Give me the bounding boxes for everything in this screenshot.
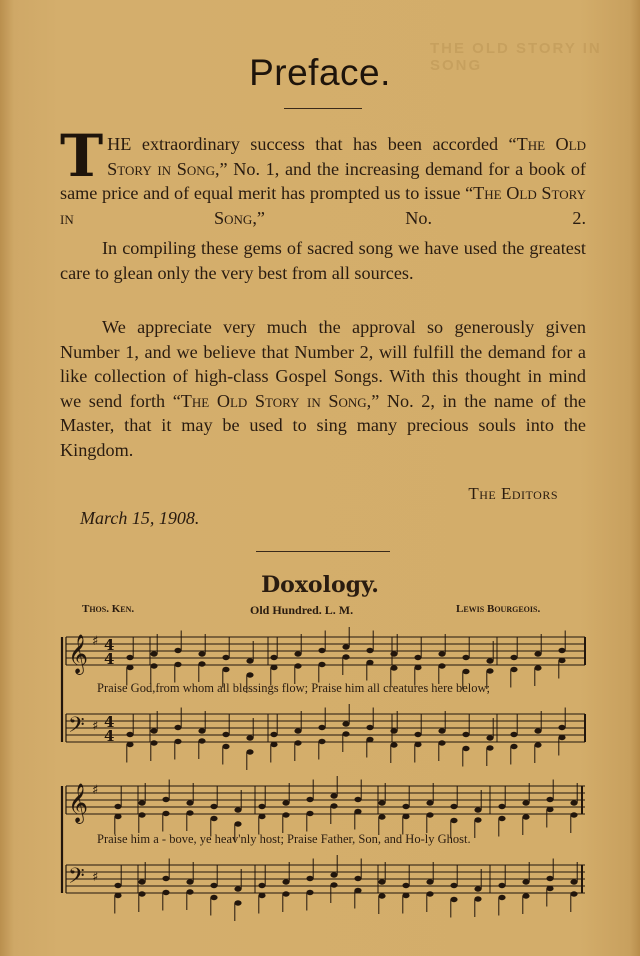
svg-text:𝄢: 𝄢 [68,864,85,894]
svg-text:𝄢: 𝄢 [68,713,85,743]
svg-text:♯: ♯ [92,634,99,649]
drop-cap: T [60,122,104,190]
editors-signoff: The Editors [468,484,558,503]
book-title-ref-2: The Old Story in Song [60,183,586,228]
preface-paragraph-2: In compiling these gems of sacred song we have used the greatest care to glean only the very best from all sources. [60,238,586,283]
book-title-ref-3: The Old Story in Song [180,390,367,411]
svg-text:𝄞: 𝄞 [68,783,89,823]
book-title-ref-1: The Old Story in Song [107,134,586,179]
svg-text:4: 4 [104,636,115,654]
words-credit: Thos. Ken. [82,603,135,615]
svg-text:4: 4 [104,713,115,731]
hymn-title: Doxology. [261,572,379,598]
tune-credit: Old Hundred. L. M. [250,603,354,617]
svg-text:𝄞: 𝄞 [68,634,89,674]
lyric-line-1: Praise God,from whom all blessings flow; Praise him all creatures here below; [97,681,490,695]
p3-text-a: We appreciate very much the approval so generously given Number 1, and we believe that Number 2, will fulfill the demand for a like collection of high-class Gospel Songs. With this thought in mind we send forth “ [60,317,586,411]
preface-date: March 15, 1908. [80,508,200,528]
lyric-line-2: Praise him a - bove, ye heav'nly host; Praise Father, Son, and Ho-ly Ghost. [97,832,471,846]
svg-text:4: 4 [104,650,115,668]
p1-text-e: ,” No. 2. [252,207,586,228]
page-title: Preface. [249,52,391,93]
svg-text:♯: ♯ [92,783,99,798]
p1-text-c: ,” No. 1, and the increasing demand for a book of same price and of equal merit has prompted us to issue “ [60,158,586,203]
svg-text:4: 4 [104,727,115,745]
svg-text:♯: ♯ [92,719,99,734]
bleed-through-header: THE OLD STORY IN SONG [430,40,602,74]
music-credit: Lewis Bourgeois. [456,603,541,615]
p3-text-c: ,” No. 2, in the name of the Master, that it may be used to sing many precious souls into the Kingdom. [60,390,586,460]
svg-text:♯: ♯ [92,870,99,885]
p1-text-a: HE extraordinary success that has been accorded “ [107,134,517,154]
